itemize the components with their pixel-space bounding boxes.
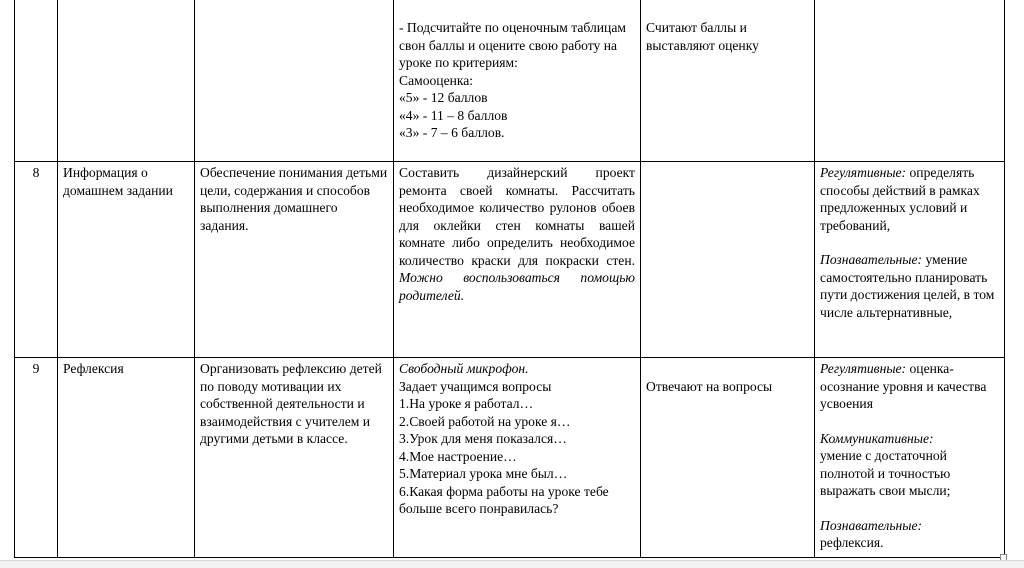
student-activity-text: Отвечают на вопросы [646,379,773,394]
cell-number [15,162,58,358]
cell-teacher-activity [394,358,641,558]
free-microphone-title: Свободный микрофон. [399,361,529,376]
student-activity-text: Считают баллы и выставляют оценку [646,20,759,53]
cell-uud [815,358,1005,558]
question-item: 3.Урок для меня показался… [399,431,567,446]
homework-task-text: Составить дизайнерский проект ремонта своей комнаты. Рассчитать необходимое количество рулонов обоев для оклейки стен комнаты вашей комнате либо определить необходимое количество краски для покраски стен. Можно воспользоваться помощью родителей. [399,165,635,303]
uud-cognitive: Познавательные: рефлексия. [820,517,923,550]
lesson-plan-table [14,0,1005,558]
question-item: 1.На уроке я работал… [399,396,534,411]
row-number: 8 [32,165,40,180]
uud-communicative: Коммуникативные: умение с достаточной полнотой и точностью выражать свои мысли; [820,430,951,498]
table-row-reflection [15,358,1005,558]
cell-student-activity [641,358,815,558]
cell-number [15,0,58,162]
grade-5-criteria: «5» - 12 баллов [399,90,488,105]
question-item: 4.Мое настроение… [399,448,517,464]
grade-3-criteria: «3» - 7 – 6 баллов. [399,125,505,140]
cell-goal [195,358,394,558]
self-assessment-label: Самооценка: [399,72,474,88]
grade-4-criteria: «4» - 11 – 8 баллов [399,107,508,123]
uud-regulative: Регулятивные: определять способы действий в рамках предложенных условий и требований, [820,165,980,233]
uud-cognitive: Познавательные: умение самостоятельно планировать пути достижения целей, в том числе альтернативные, [820,252,995,320]
cell-uud [815,0,1005,162]
table-row-self-assessment [15,0,1005,162]
cell-teacher-activity [394,0,641,162]
cell-student-activity [641,0,815,162]
goal-text: Обеспечение понимания детьми цели, содержания и способов выполнения домашнего задания. [200,165,388,233]
uud-regulative: Регулятивные: оценка-осознание уровня и качества усвоения [820,361,987,411]
cell-stage [58,358,195,558]
table-row-homework [15,162,1005,358]
cell-teacher-activity [394,162,641,358]
teacher-instruction: - Подсчитайте по оценочным таблицам свон баллы и оцените свою работу на уроке по критериям: [399,20,626,70]
homework-parents-note: Можно воспользоваться помощью родителей. [399,270,635,303]
cell-number [15,358,58,558]
goal-text: Организовать рефлексию детей по поводу мотивации их собственной деятельности и взаимодействия с учителем и другими детьми в классе. [200,361,382,446]
cell-student-activity [641,162,815,358]
questions-intro: Задает учащимся вопросы [399,378,552,394]
question-item: 5.Материал урока мне был… [399,466,568,481]
cell-goal [195,0,394,162]
stage-name: Рефлексия [63,361,124,376]
cell-stage [58,162,195,358]
question-item: 2.Своей работой на уроке я… [399,413,571,429]
cell-uud [815,162,1005,358]
row-number: 9 [32,361,40,376]
cell-stage [58,0,195,162]
question-item: 6.Какая форма работы на уроке тебе больше всего понравилась? [399,483,609,516]
cell-goal [195,162,394,358]
stage-name: Информация о домашнем задании [63,165,173,198]
